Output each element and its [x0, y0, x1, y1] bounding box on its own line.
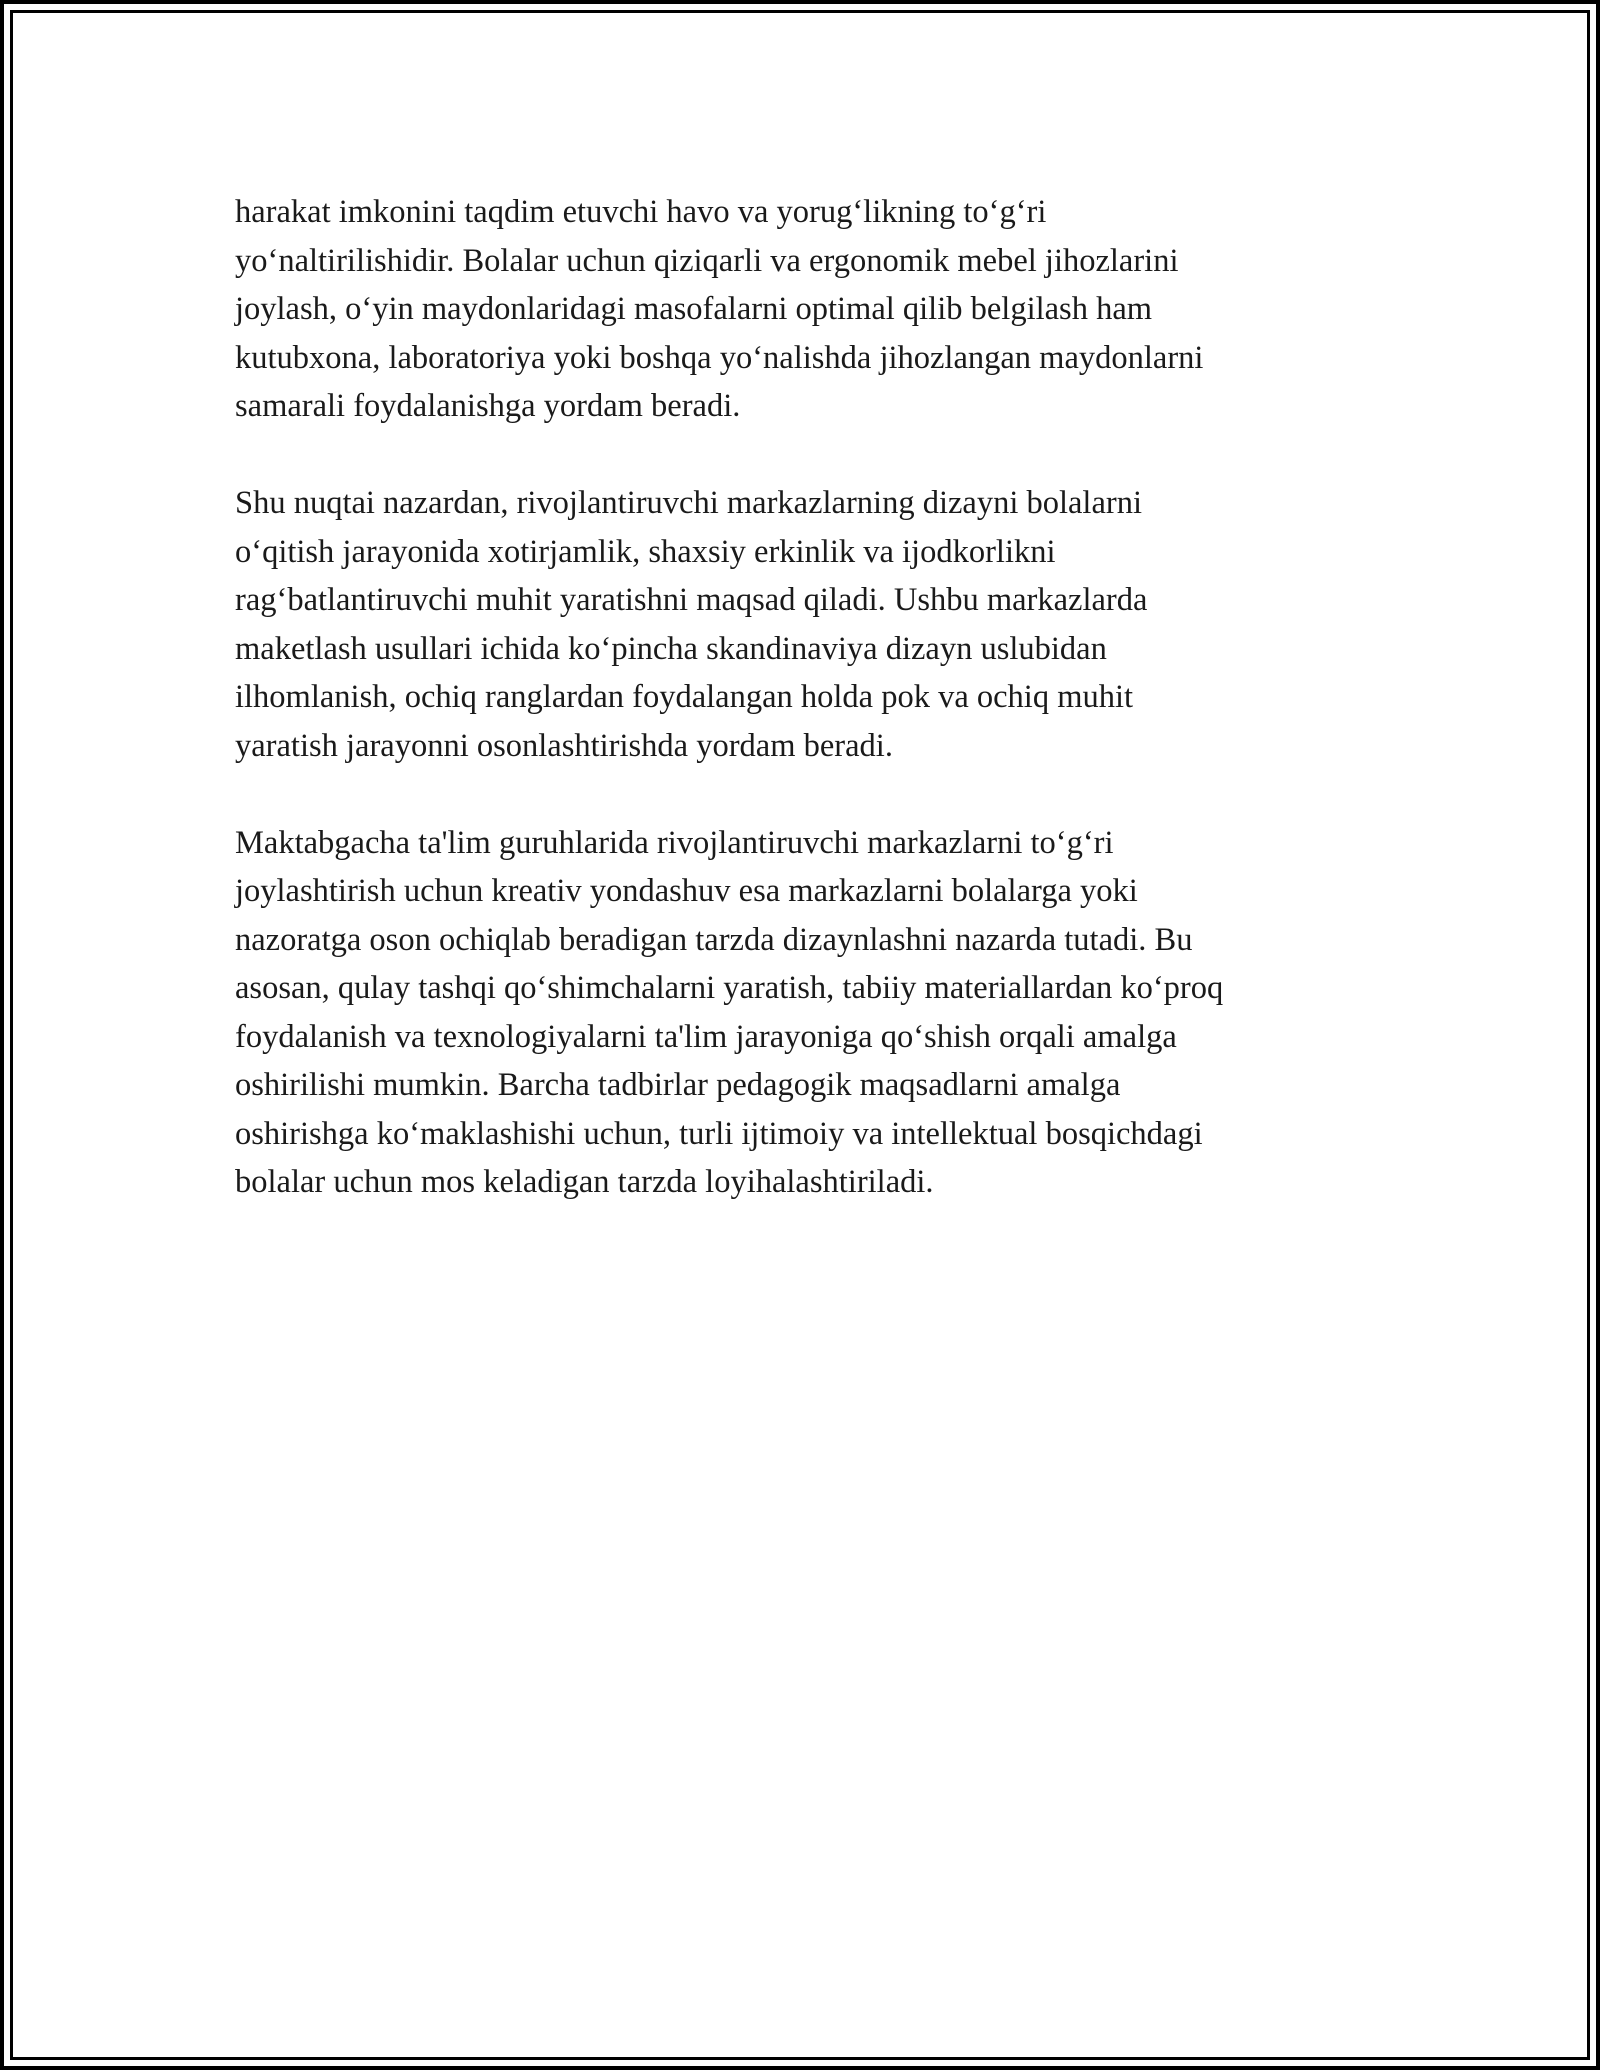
- text-line: kutubxona, laboratoriya yoki boshqa yo‘nalishda jihozlangan maydonlarni: [235, 339, 1204, 376]
- text-line: yaratish jarayonni osonlashtirishda yordam beradi.: [235, 727, 893, 764]
- paragraph-1: [235, 188, 1365, 431]
- text-line: joylashtirish uchun kreativ yondashuv esa markazlarni bolalarga yoki: [235, 873, 1138, 909]
- text-line: nazoratga oson ochiqlab beradigan tarzda dizaynlashni nazarda tutadi. Bu: [235, 921, 1193, 958]
- text-line: harakat imkonini taqdim etuvchi havo va yorug‘likning to‘g‘ri: [235, 194, 1047, 230]
- document-body: [235, 188, 1365, 1255]
- text-line: ilhomlanish, ochiq ranglardan foydalangan holda pok va ochiq muhit: [235, 679, 1134, 715]
- text-line: yo‘naltirilishidir. Bolalar uchun qiziqarli va ergonomik mebel jihozlarini: [235, 242, 1179, 279]
- text-line: bolalar uchun mos keladigan tarzda loyihalashtiriladi.: [235, 1164, 934, 1200]
- text-line: samarali foydalanishga yordam beradi.: [235, 388, 741, 424]
- text-line: Maktabgacha ta'lim guruhlarida rivojlantiruvchi markazlarni to‘g‘ri: [235, 824, 1114, 861]
- text-line: rag‘batlantiruvchi muhit yaratishni maqsad qiladi. Ushbu markazlarda: [235, 582, 1148, 618]
- text-line: oshirishga ko‘maklashishi uchun, turli ijtimoiy va intellektual bosqichdagi: [235, 1115, 1203, 1152]
- text-line: foydalanish va texnologiyalarni ta'lim jarayoniga qo‘shish orqali amalga: [235, 1018, 1177, 1055]
- text-line: o‘qitish jarayonida xotirjamlik, shaxsiy erkinlik va ijodkorlikni: [235, 533, 1056, 570]
- text-line: Shu nuqtai nazardan, rivojlantiruvchi markazlarning dizayni bolalarni: [235, 485, 1142, 521]
- text-line: asosan, qulay tashqi qo‘shimchalarni yaratish, tabiiy materiallardan ko‘proq: [235, 970, 1224, 1006]
- text-line: joylash, o‘yin maydonlaridagi masofalarni optimal qilib belgilash ham: [235, 291, 1153, 327]
- text-line: oshirilishi mumkin. Barcha tadbirlar pedagogik maqsadlarni amalga: [235, 1067, 1121, 1103]
- paragraph-3: [235, 819, 1365, 1207]
- paragraph-2: [235, 479, 1365, 770]
- text-line: maketlash usullari ichida ko‘pincha skandinaviya dizayn uslubidan: [235, 630, 1107, 667]
